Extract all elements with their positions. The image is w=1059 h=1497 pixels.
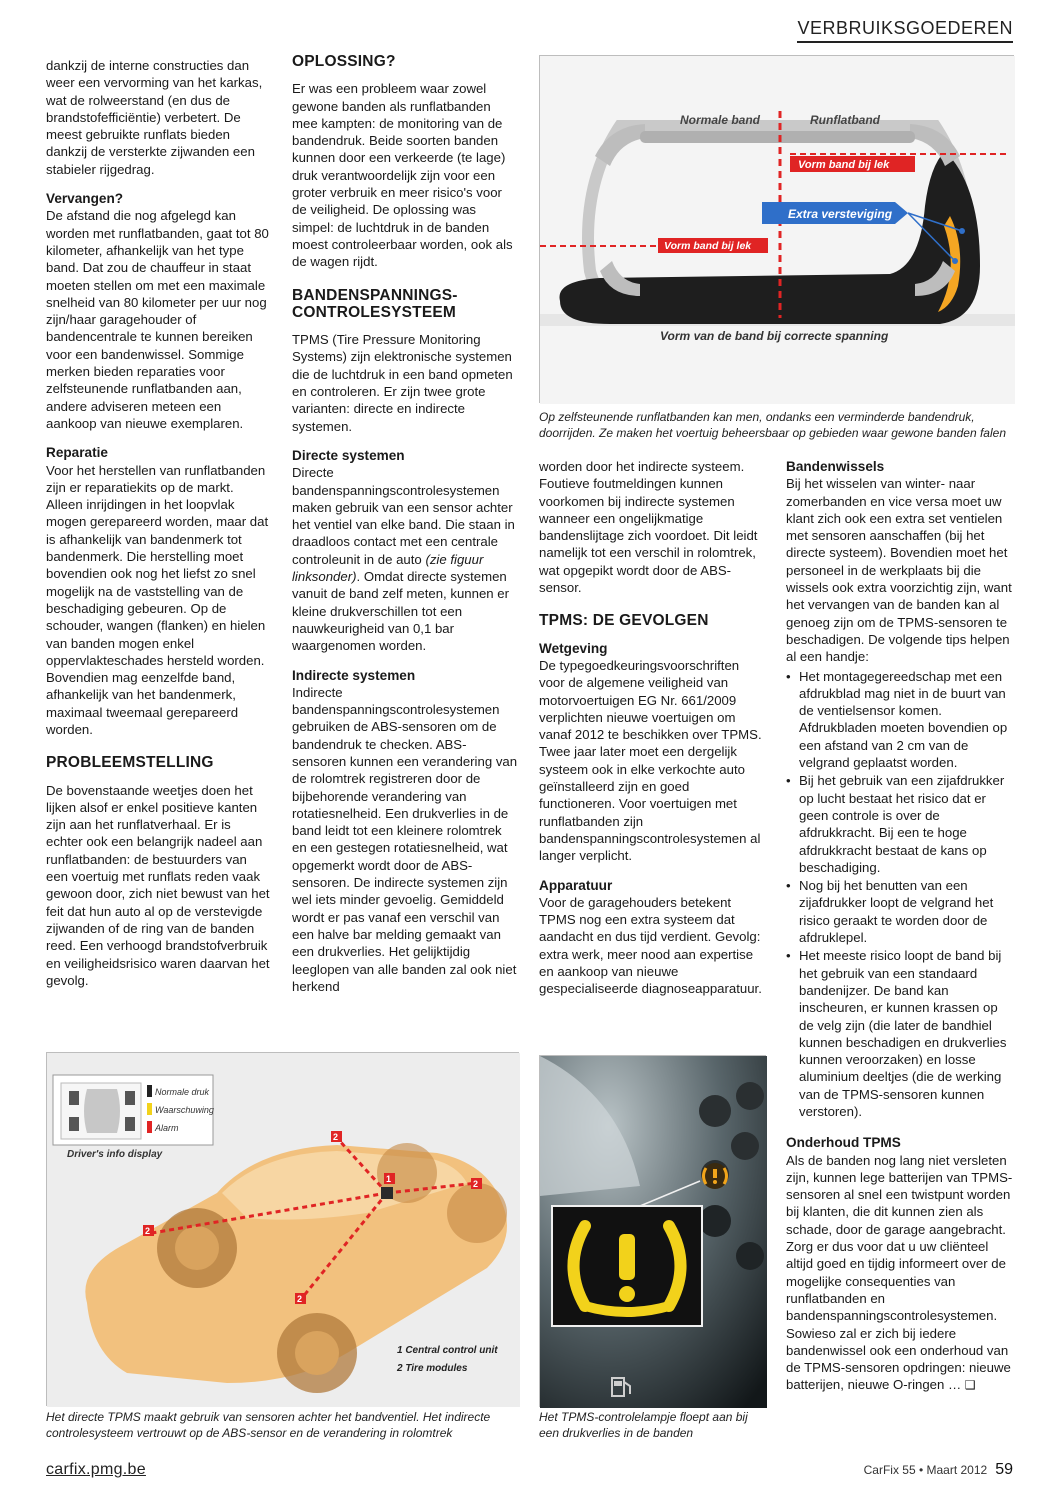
marker-tire-module: 2 <box>145 1226 151 1236</box>
footer-issue <box>864 1461 1013 1479</box>
direct-text-b: . Omdat directe systemen vanuit de band zelf meten, kunnen er kleine drukverschillen tot een nauwkeurigheid van 0,1 bar waargenomen worden. <box>292 569 510 654</box>
list-item: • Bij het gebruik van een zijafdrukker op lucht bestaat het risico dat er geen controle is over de afdrukkracht. Bij een te hoge afdrukkracht bestaat de kans op beschadiging. <box>786 772 1014 876</box>
heading-vervangen: Vervangen? <box>46 191 124 207</box>
page-number: 59 <box>995 1461 1013 1478</box>
footer-issue-text: CarFix 55 • Maart 2012 <box>863 1463 988 1477</box>
column-3 <box>539 458 767 1006</box>
heading-bandenwissels: Bandenwissels <box>786 459 885 474</box>
label-lek-right: Vorm band bij lek <box>798 159 890 171</box>
label-extra-versteviging: Extra versteviging <box>788 207 893 221</box>
paragraph-reparatie: Voor het herstellen van runflatbanden zijn er reparatiekits op de markt. Alleen inrijdingen in het loopvlak mogen gerepareerd worden, maar dat is afhankelijk van bandenmerk tot bandenmerk. Die herstelling moet bovendien ook nog het liefst zo snel mogelijk na de vaststelling van de beschadiging gebeuren. Op de schouder, wangen (flanken) en hielen van banden mogen enkel oppervlakteschades hersteld worden. Bovendien mag eenzelfde band, afhankelijk van het bandenmerk, maximaal tweemaal gerepareerd worden. <box>46 462 269 737</box>
heading-reparatie: Reparatie <box>46 445 108 461</box>
direct-text-a: Directe bandenspanningscontrolesystemen maken gebruik van een sensor achter het ventiel van elke band. Die staan in draadloos contact met een centrale controleunit in de auto <box>292 465 515 567</box>
tips-list <box>786 668 1014 1121</box>
heading-bandenspanning: BANDENSPANNINGS-CONTROLESYSTEEM <box>292 286 458 321</box>
label-drivers-display: Driver's info display <box>67 1149 163 1160</box>
heading-gevolgen: TPMS: DE GEVOLGEN <box>539 612 709 630</box>
key-central-control-unit: 1 Central control unit <box>397 1345 498 1356</box>
heading-oplossing: OPLOSSING? <box>292 53 396 70</box>
tire-diagram <box>540 56 1015 404</box>
column-2 <box>292 53 518 1003</box>
end-mark-icon: ❑ <box>964 1378 976 1393</box>
intro-paragraph: dankzij de interne constructies dan weer een vervorming van het karkas, wat de rolweerstand (en dus de brandstofefficiëntie) verbetert. De meest gebruikte runflats bieden dankzij de versterkte zijwanden een stabieler rijgedrag. <box>46 58 263 177</box>
marker-tire-module: 2 <box>333 1132 339 1142</box>
paragraph-wetgeving: De typegoedkeuringsvoorschriften voor de algemene veiligheid van motorvoertuigen EG Nr. 661/2009 verplichten nieuwe voertuigen om vanaf 2012 te beschikken over TPMS. Twee jaar later moet een dergelijk systeem ook in elke verkochte auto geïnstalleerd zijn en goed functioneren. Voor voertuigen met runflatbanden zijn bandenspanningscontrolesystemen al langer verplicht. <box>539 657 762 864</box>
section-tag: VERBRUIKSGOEDEREN <box>797 18 1013 43</box>
list-item: • Het montagegereedschap met een afdrukblad mag niet in de buurt van de ventielsensor komen. Afdrukbladen moeten bovendien op een afstand van 2 cm van de velgrand geplaatst worden. <box>786 668 1014 772</box>
legend-alarm: Alarm <box>155 1123 179 1133</box>
paragraph-apparatuur: Voor de garagehouders betekent TPMS nog een extra systeem dat aandacht en dus tijd verdient. Gevolg: extra werk, meer nood aan expertise en aankoop van nieuwe gespecialiseerde diagnoseapparatuur. <box>539 894 762 997</box>
list-item: • Nog bij het benutten van een zijafdrukker loopt de velgrand het risico geraakt te worden door de afdruklepel. <box>786 877 1014 946</box>
heading-directe-systemen: Directe systemen <box>292 447 405 463</box>
heading-probleemstelling: PROBLEEMSTELLING <box>46 754 214 772</box>
column-1 <box>46 57 270 997</box>
heading-indirecte-systemen: Indirecte systemen <box>292 667 416 683</box>
marker-tire-module: 2 <box>297 1294 303 1304</box>
list-item: • Het meeste risico loopt de band bij het gebruik van een standaard bandenijzer. De band kan inscheuren, er kunnen krassen op de velg zijn (die later de bandhiel kunnen beschadigen en drukverlies kunnen veroorzaken) en losse aluminium deeltjes (die de werking van de TPMS-sensoren kunnen verstoren). <box>786 947 1014 1120</box>
paragraph-probleemstelling: De bovenstaande weetjes doen het lijken alsof er enkel positieve kanten zijn aan het runflatverhaal. Er is echter ook een belangrijk nadeel aan runflatbanden: de bestuurders van een voertuig met runflats reden vaak gewoon door, zich niet bewust van het feit dat hun auto al op de verstevigde zijwanden of de ring van de banden reed. Een verhoogd brandstofverbruik en veiligheidsrisico waren daarvan het gevolg. <box>46 782 270 988</box>
heading-wetgeving: Wetgeving <box>539 640 608 656</box>
paragraph-oplossing: Er was een probleem waar zowel gewone banden als runflatbanden mee kampten: de monitoring van de bandendruk. Beide soorten banden kunnen door een verkeerde (te lage) druk verantwoordelijk zijn voor een groter verbruik en meer risico's voor de veiligheid. De oplossing was simpel: de luchtdruk in de banden moest controleerbaar worden, ook als de wagen rijdt. <box>292 81 513 270</box>
dashboard-figure-caption: Het TPMS-controlelampje floept aan bij een drukverlies in de banden <box>539 1410 748 1440</box>
label-runflatband: Runflatband <box>810 113 880 127</box>
dashboard-illustration <box>540 1056 767 1408</box>
paragraph-directe-systemen <box>292 464 518 654</box>
car-tpms-figure <box>46 1052 519 1406</box>
tpms-warning-light-photo <box>539 1055 766 1407</box>
paragraph-onderhoud <box>786 1152 1014 1395</box>
footer-website: carfix.pmg.be <box>46 1461 146 1478</box>
label-lek-left: Vorm band bij lek <box>664 240 752 252</box>
marker-control-unit: 1 <box>386 1174 392 1184</box>
car-figure-caption: Het directe TPMS maakt gebruik van sensoren achter het bandventiel. Het indirecte controlesysteem vertrouwt op de ABS-sensor en de verandering in rolomtrek <box>46 1410 491 1440</box>
heading-onderhoud: Onderhoud TPMS <box>786 1135 901 1151</box>
car-diagram <box>47 1053 520 1407</box>
paragraph-tpms: TPMS (Tire Pressure Monitoring Systems) zijn elektronische systemen die de luchtdruk in een band opmeten en controleren. Er zijn twee grote varianten: directe en indirecte systemen. <box>292 332 513 434</box>
tire-cross-section-figure <box>539 55 1014 403</box>
heading-apparatuur: Apparatuur <box>539 877 613 893</box>
tire-figure-caption: Op zelfsteunende runflatbanden kan men, ondanks een verminderde bandendruk, doorrijden. Ze maken het voertuig beheersbaar op gebieden waar gewone banden falen <box>539 410 1006 440</box>
label-normale-band: Normale band <box>680 113 761 127</box>
figure-reference: (zie figuur linksonder) <box>292 551 484 585</box>
marker-tire-module: 2 <box>473 1179 479 1189</box>
legend-normale-druk: Normale druk <box>155 1087 210 1097</box>
paragraph-indirecte-systemen: Indirecte bandenspanningscontrolesystemen gebruiken de ABS-sensoren om de bandendruk te checken. ABS-sensoren kunnen een verandering van de rolomtrek registreren door de bijbehorende verandering van rotatiesnelheid. Een drukverlies in de band leidt tot een kleinere rolomtrek en een gestegen rotatiesnelheid, wat opgemerkt wordt door de ABS-sensoren. De indirecte systemen zijn wel iets minder gevoelig. Gemiddeld wordt er pas vanaf een verschil van een halve bar melding gemaakt van een drukverlies. Het gelijktijdig leeglopen van alle banden zal ook niet herkend <box>292 684 518 994</box>
paragraph-bandenwissels: Bij het wisselen van winter- naar zomerbanden en vice versa moet uw klant zich ook een extra set ventielen met sensoren aanschaffen (bij het directe systeem). Bovendien moet het personeel in de werkplaats bij die wissels ook extra voorzichtig zijn, want het vervangen van de banden kan al genoeg zijn om de TPMS-sensoren te beschadigen. De volgende tips helpen al een handje: <box>786 476 1012 665</box>
label-correcte-spanning: Vorm van de band bij correcte spanning <box>660 329 889 343</box>
paragraph-vervangen: De afstand die nog afgelegd kan worden met runflatbanden, gaat tot 80 kilometer, afhankelijk van het type band. Dat zou de chauffeur in staat moeten stellen om met een maximale snelheid van 80 kilometer per uur nog zijn/haar garagehouder of bandencentrale te kunnen bereiken voor een bandenwissel. Sommige merken bieden reparaties voor zelfsteunende runflatbanden aan, andere adviseren meteen een aankoop van nieuwe exemplaren. <box>46 208 269 431</box>
paragraph-continued: worden door het indirecte systeem. Foutieve foutmeldingen kunnen voorkomen bij indirecte systemen wanneer een ongelijkmatige bandenslijtage zich voordoet. Dit leidt namelijk tot een verschil in rolomtrek, wat opgepikt wordt door de ABS-sensor. <box>539 459 758 596</box>
legend-waarschuwing: Waarschuwing <box>155 1105 214 1115</box>
column-4 <box>786 458 1014 1403</box>
onderhoud-text: Als de banden nog lang niet versleten zijn, kunnen lege batterijen van TPMS-sensoren al snel een twistpunt worden bij klanten, die dit kunnen zien als schade, door de garage aangebracht. Zorg er dus voor dat u uw cliënteel altijd goed en tijdig informeert over de mogelijke consequenties van runflatbanden en bandenspanningscontrolesystemen. Sowieso zal er zich bij iedere bandenwissel ook een onderhoud van de TPMS-sensoren opdringen: nieuwe batterijen, nieuwe O-ringen … <box>786 1152 1013 1393</box>
key-tire-modules: 2 Tire modules <box>397 1363 468 1374</box>
